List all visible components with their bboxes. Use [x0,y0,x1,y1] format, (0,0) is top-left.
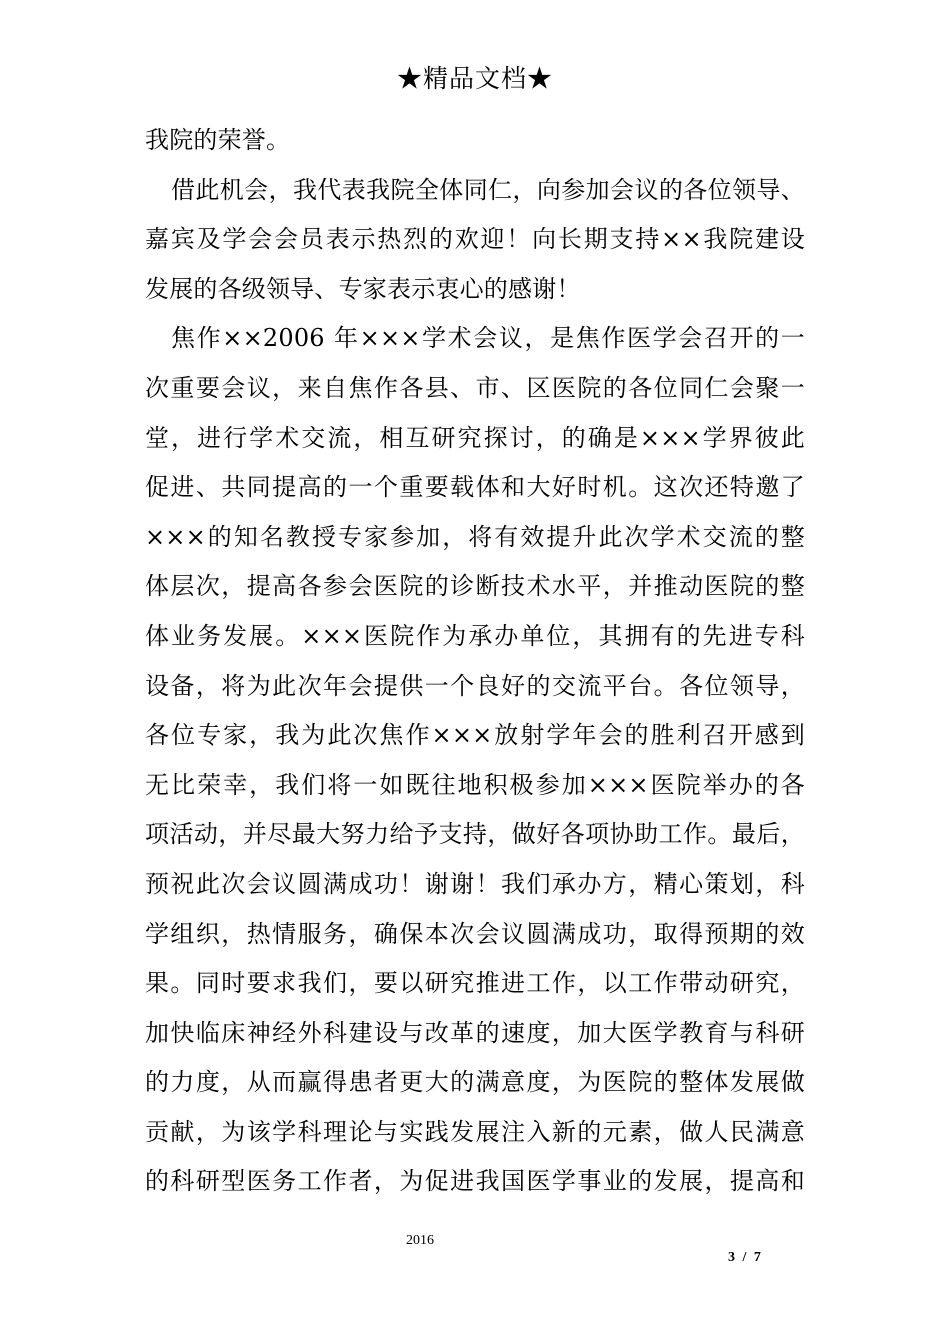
body-line: 体业务发展。×××医院作为承办单位，其拥有的先进专科 [145,621,805,650]
body-line: 体层次，提高各参会医院的诊断技术水平，并推动医院的整 [145,572,805,601]
body-line: 借此机会，我代表我院全体同仁，向参加会议的各位领导、 [171,175,805,204]
page-number: 3 / 7 [728,1250,763,1265]
body-line: 嘉宾及学会会员表示热烈的欢迎！向长期支持××我院建设 [145,225,805,254]
footer-year: 2016 [406,1233,434,1248]
body-line: 堂，进行学术交流，相互研究探讨，的确是×××学界彼此 [145,423,805,452]
body-line: ×××的知名教授专家参加，将有效提升此次学术交流的整 [145,522,805,551]
body-line: 预祝此次会议圆满成功！谢谢！我们承办方，精心策划，科 [145,869,805,898]
body-line: 贡献，为该学科理论与实践发展注入新的元素，做人民满意 [145,1117,805,1146]
document-header-title: ★精品文档★ [396,64,553,93]
body-line: 学组织，热情服务，确保本次会议圆满成功，取得预期的效 [145,919,805,948]
body-line: 加快临床神经外科建设与改革的速度，加大医学教育与科研 [145,1018,805,1047]
body-line: 的力度，从而赢得患者更大的满意度，为医院的整体发展做 [145,1068,805,1097]
body-line: 焦作××2006 年×××学术会议，是焦作医学会召开的一 [171,324,805,353]
body-line: 各位专家，我为此次焦作×××放射学年会的胜利召开感到 [145,721,805,750]
body-line: 果。同时要求我们，要以研究推进工作，以工作带动研究， [145,969,805,998]
body-line: 的科研型医务工作者，为促进我国医学事业的发展，提高和 [145,1167,805,1196]
body-line: 促进、共同提高的一个重要载体和大好时机。这次还特邀了 [145,473,805,502]
body-line: 无比荣幸，我们将一如既往地积极参加×××医院举办的各 [145,770,805,799]
document-body [145,116,805,1207]
body-line: 项活动，并尽最大努力给予支持，做好各项协助工作。最后， [145,820,805,849]
body-line: 次重要会议，来自焦作各县、市、区医院的各位同仁会聚一 [145,373,805,402]
body-line: 我院的荣誉。 [145,126,291,154]
body-line: 设备，将为此次年会提供一个良好的交流平台。各位领导， [145,671,805,700]
body-line: 发展的各级领导、专家表示衷心的感谢！ [145,274,581,303]
